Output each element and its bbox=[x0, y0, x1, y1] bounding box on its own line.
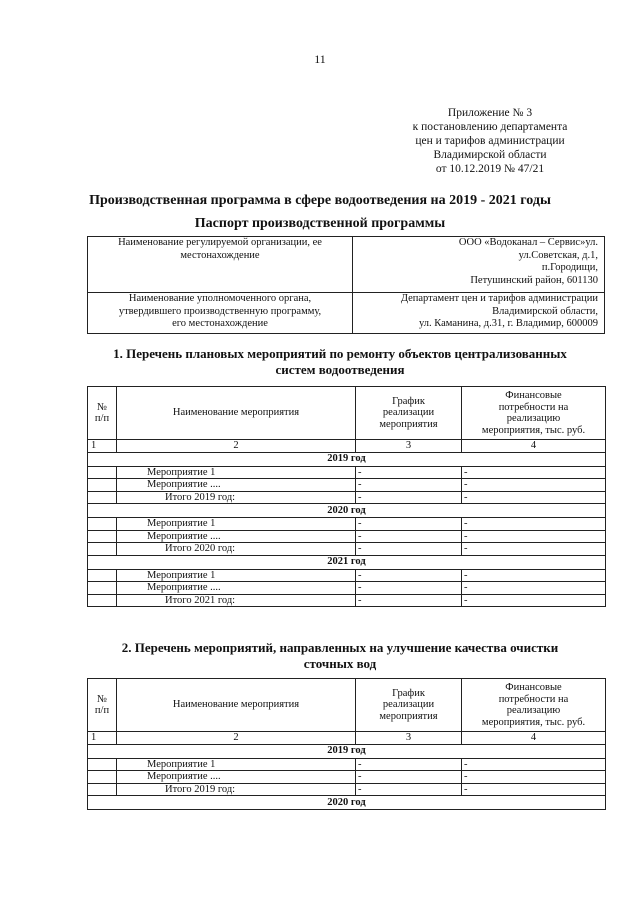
section-title-line: 1. Перечень плановых мероприятий по ремонту объектов централизованных bbox=[113, 346, 567, 361]
schedule-value: - bbox=[356, 518, 462, 531]
finance-value: - bbox=[462, 491, 606, 504]
appendix-line: Владимирской области bbox=[433, 149, 547, 161]
document-title: Производственная программа в сфере водоотведения на 2019 - 2021 годы bbox=[89, 193, 551, 208]
year-label: 2020 год bbox=[88, 504, 606, 518]
page-number: 11 bbox=[314, 52, 326, 66]
value-line: Владимирской области, bbox=[492, 305, 598, 317]
header-number: № п/п bbox=[88, 679, 117, 732]
total-label: Итого 2021 год: bbox=[117, 594, 356, 607]
schedule-value: - bbox=[356, 594, 462, 607]
total-label: Итого 2019 год: bbox=[117, 783, 356, 796]
authority-value bbox=[353, 293, 605, 334]
measure-name: Мероприятие 1 bbox=[117, 569, 356, 582]
appendix-line: от 10.12.2019 № 47/21 bbox=[435, 163, 545, 175]
schedule-value: - bbox=[356, 758, 462, 771]
table-row bbox=[88, 758, 606, 771]
column-number: 2 bbox=[117, 732, 356, 745]
column-number: 1 bbox=[88, 732, 117, 745]
section-title-line: сточных вод bbox=[303, 656, 377, 671]
authority-label bbox=[88, 293, 353, 334]
column-numbers-row bbox=[88, 732, 606, 745]
column-number: 4 bbox=[462, 732, 606, 745]
finance-value: - bbox=[462, 543, 606, 556]
passport-row-authority bbox=[88, 293, 605, 334]
table-row bbox=[88, 569, 606, 582]
header-name: Наименование мероприятия bbox=[117, 387, 356, 440]
section1-title bbox=[70, 346, 610, 378]
year-row bbox=[88, 796, 606, 810]
year-label: 2021 год bbox=[88, 555, 606, 569]
label-line: Наименование уполномоченного органа, bbox=[128, 293, 312, 304]
value-line: Департамент цен и тарифов администрации bbox=[400, 293, 598, 304]
label-line: утвердившего производственную программу, bbox=[118, 305, 322, 317]
year-row bbox=[88, 744, 606, 758]
appendix-note bbox=[380, 106, 600, 176]
total-row bbox=[88, 491, 606, 504]
year-label: 2020 год bbox=[88, 796, 606, 810]
section2-title bbox=[70, 640, 610, 672]
total-label: Итого 2019 год: bbox=[117, 491, 356, 504]
year-row bbox=[88, 452, 606, 466]
value-line: п.Городищи, bbox=[541, 262, 598, 273]
table-row bbox=[88, 771, 606, 784]
column-numbers-row bbox=[88, 440, 606, 453]
column-number: 1 bbox=[88, 440, 117, 453]
year-label: 2019 год bbox=[88, 744, 606, 758]
finance-value: - bbox=[462, 758, 606, 771]
finance-value: - bbox=[462, 518, 606, 531]
organization-value bbox=[353, 237, 605, 293]
schedule-value: - bbox=[356, 543, 462, 556]
finance-value: - bbox=[462, 466, 606, 479]
header-name: Наименование мероприятия bbox=[117, 679, 356, 732]
table-row bbox=[88, 582, 606, 595]
measure-name: Мероприятие 1 bbox=[117, 758, 356, 771]
finance-value: - bbox=[462, 479, 606, 492]
table-header-row bbox=[88, 387, 606, 440]
repair-measures-table bbox=[87, 386, 606, 607]
total-row bbox=[88, 543, 606, 556]
schedule-value: - bbox=[356, 491, 462, 504]
schedule-value: - bbox=[356, 783, 462, 796]
measure-name: Мероприятие .... bbox=[117, 530, 356, 543]
finance-value: - bbox=[462, 783, 606, 796]
appendix-line: к постановлению департамента bbox=[412, 121, 568, 133]
schedule-value: - bbox=[356, 582, 462, 595]
table-row bbox=[88, 466, 606, 479]
value-line: ул. Каманина, д.31, г. Владимир, 600009 bbox=[418, 318, 598, 329]
year-row bbox=[88, 555, 606, 569]
table-row bbox=[88, 530, 606, 543]
passport-row-organization bbox=[88, 237, 605, 293]
measure-name: Мероприятие .... bbox=[117, 582, 356, 595]
column-number: 3 bbox=[356, 440, 462, 453]
header-finance: Финансовые потребности на реализацию мероприятия, тыс. руб. bbox=[462, 679, 606, 732]
finance-value: - bbox=[462, 771, 606, 784]
header-finance: Финансовые потребности на реализацию мероприятия, тыс. руб. bbox=[462, 387, 606, 440]
table-header-row bbox=[88, 679, 606, 732]
measure-name: Мероприятие .... bbox=[117, 771, 356, 784]
header-number: № п/п bbox=[88, 387, 117, 440]
column-number: 2 bbox=[117, 440, 356, 453]
total-label: Итого 2020 год: bbox=[117, 543, 356, 556]
value-line: ул.Советская, д.1, bbox=[518, 249, 598, 261]
measure-name: Мероприятие 1 bbox=[117, 466, 356, 479]
label-line: местонахождение bbox=[180, 249, 260, 261]
measure-name: Мероприятие .... bbox=[117, 479, 356, 492]
table-row bbox=[88, 479, 606, 492]
passport-title: Паспорт производственной программы bbox=[194, 216, 446, 231]
schedule-value: - bbox=[356, 569, 462, 582]
schedule-value: - bbox=[356, 479, 462, 492]
treatment-quality-table bbox=[87, 678, 606, 810]
column-number: 4 bbox=[462, 440, 606, 453]
header-schedule: График реализации мероприятия bbox=[356, 387, 462, 440]
label-line: его местонахождение bbox=[172, 318, 268, 329]
header-schedule: График реализации мероприятия bbox=[356, 679, 462, 732]
value-line: ООО «Водоканал – Сервис»ул. bbox=[458, 237, 598, 248]
section-title-line: систем водоотведения bbox=[275, 362, 405, 377]
appendix-line: цен и тарифов администрации bbox=[415, 135, 565, 147]
schedule-value: - bbox=[356, 530, 462, 543]
section-title-line: 2. Перечень мероприятий, направленных на улучшение качества очистки bbox=[121, 640, 559, 655]
table-row bbox=[88, 518, 606, 531]
year-row bbox=[88, 504, 606, 518]
measure-name: Мероприятие 1 bbox=[117, 518, 356, 531]
value-line: Петушинский район, 601130 bbox=[470, 274, 598, 286]
finance-value: - bbox=[462, 530, 606, 543]
organization-label bbox=[88, 237, 353, 293]
total-row bbox=[88, 594, 606, 607]
schedule-value: - bbox=[356, 466, 462, 479]
column-number: 3 bbox=[356, 732, 462, 745]
finance-value: - bbox=[462, 569, 606, 582]
total-row bbox=[88, 783, 606, 796]
finance-value: - bbox=[462, 594, 606, 607]
label-line: Наименование регулируемой организации, ее bbox=[118, 237, 322, 248]
year-label: 2019 год bbox=[88, 452, 606, 466]
appendix-line: Приложение № 3 bbox=[447, 107, 533, 119]
schedule-value: - bbox=[356, 771, 462, 784]
finance-value: - bbox=[462, 582, 606, 595]
passport-table bbox=[87, 236, 605, 334]
